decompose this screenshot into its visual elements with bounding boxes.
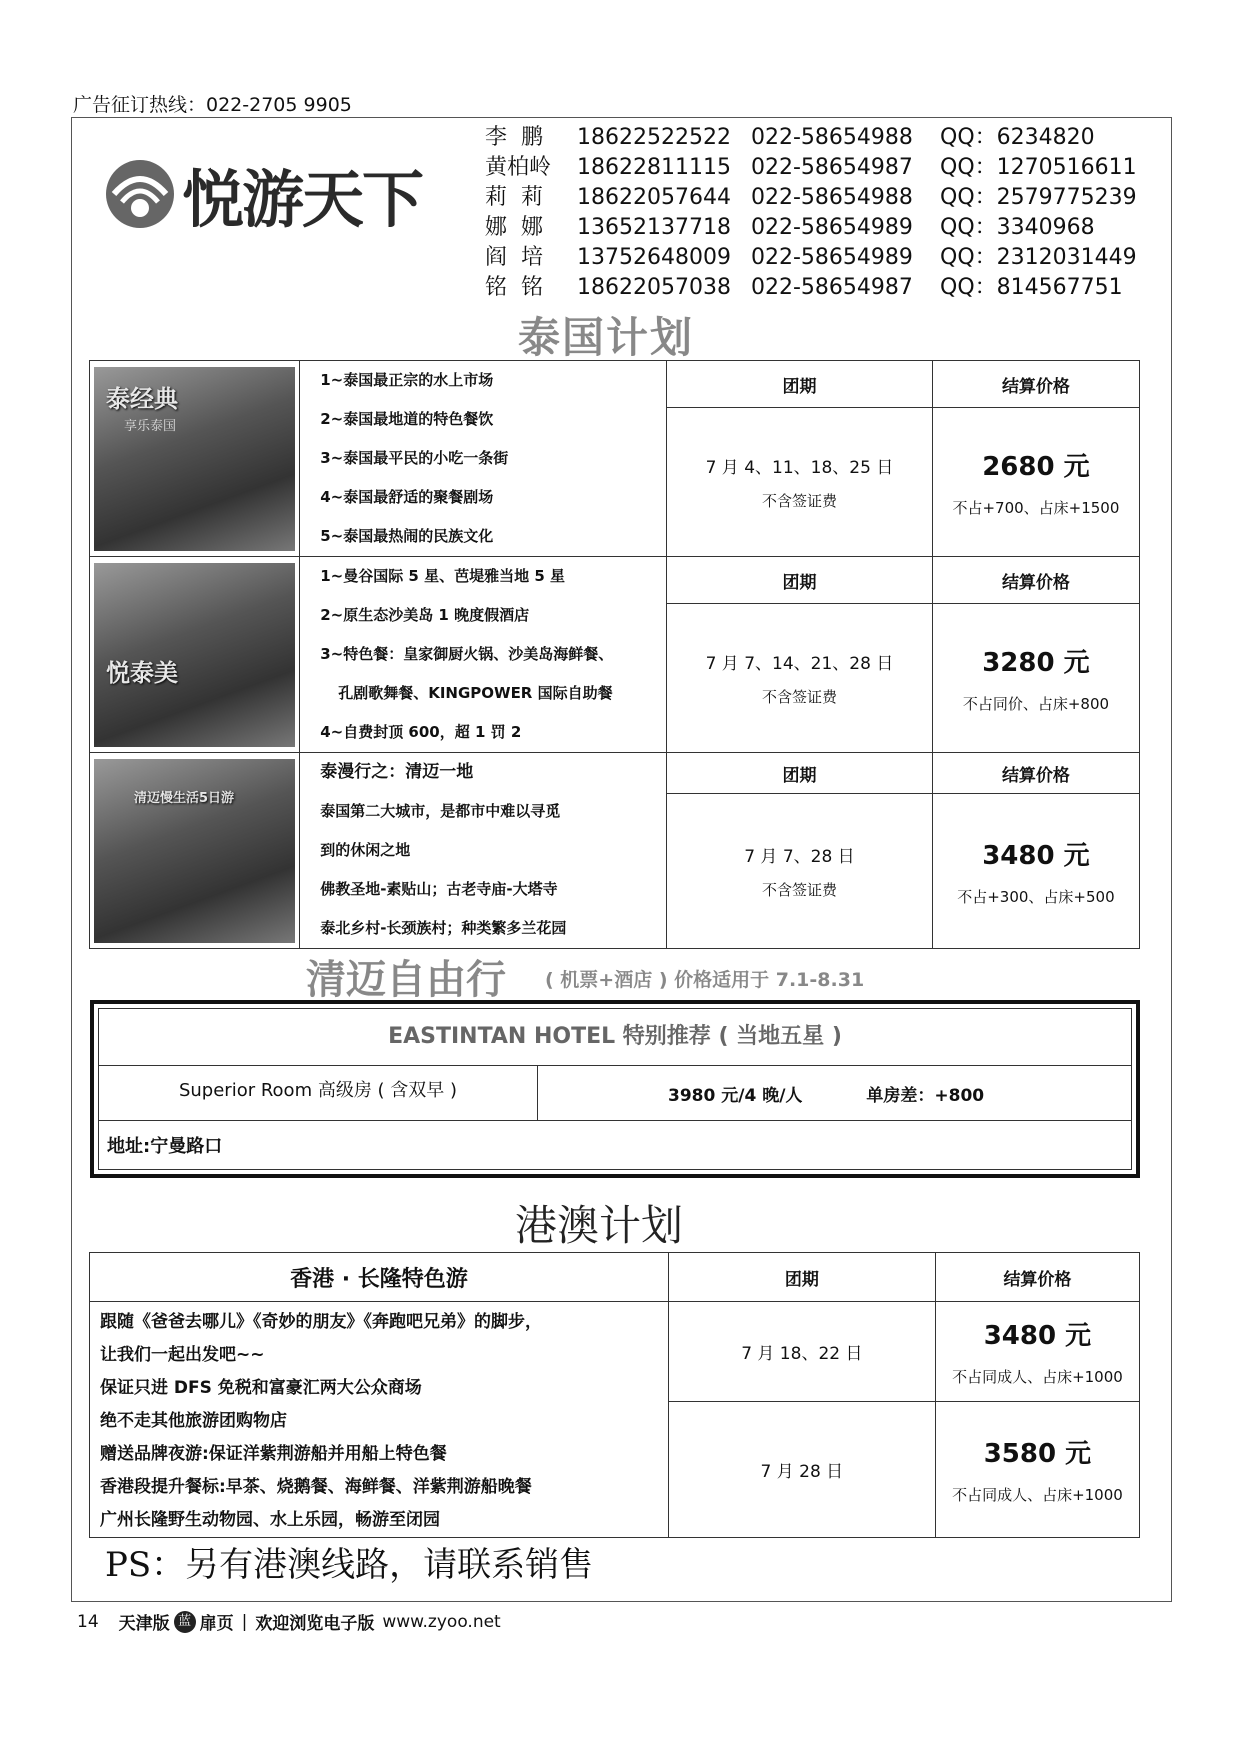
- contact-list: [485, 123, 1137, 303]
- welcome-text: 欢迎浏览电子版: [255, 1614, 375, 1634]
- col-header-price: 结算价格: [932, 557, 1139, 604]
- brand-logo: [100, 140, 460, 250]
- tour-photo: 清迈慢生活5日游: [90, 753, 300, 949]
- tour-price: 3580 元 不占同成人、占床+1000: [935, 1401, 1139, 1537]
- contact-row: 铭铭 18622057038 022-58654987 QQ：814567751: [485, 275, 1123, 300]
- col-header-date: 团期: [667, 753, 933, 794]
- ad-hotline: 广告征订热线：022-2705 9905: [73, 94, 352, 116]
- col-header-date: 团期: [667, 361, 933, 408]
- page-number: 14: [77, 1611, 99, 1632]
- contact-row: 黄柏岭 18622811115 022-58654987 QQ：1270516611: [485, 155, 1137, 180]
- contact-row: 李鹏 18622522522 022-58654988 QQ：6234820: [485, 125, 1095, 150]
- hotel-title: EASTINTAN HOTEL 特别推荐 ( 当地五星 ): [99, 1009, 1131, 1066]
- footer-separator: |: [241, 1611, 248, 1632]
- tour-price: 3280 元 不占同价、占床+800: [932, 604, 1139, 753]
- col-header-price: 结算价格: [932, 361, 1139, 408]
- col-header-date: 团期: [667, 557, 933, 604]
- ps-note: PS：另有港澳线路，请联系销售: [105, 1545, 594, 1585]
- tour-dates: 7 月 7、14、21、28 日 不含签证费: [667, 604, 933, 753]
- tour-features: 1~泰国最正宗的水上市场 2~泰国最地道的特色餐饮 3~泰国最平民的小吃一条街 4~泰国最舒适的聚餐剧场 5~泰国最热闹的民族文化: [300, 361, 667, 557]
- hotel-price: 3980 元/4 晚/人 单房差：+800: [538, 1066, 1131, 1121]
- site-url-link[interactable]: www.zyoo.net: [382, 1611, 501, 1632]
- tour-dates: 7 月 4、11、18、25 日 不含签证费: [667, 408, 933, 557]
- tour-price: 2680 元 不占+700、占床+1500: [932, 408, 1139, 557]
- logo-swirl-icon: [100, 154, 180, 234]
- thai-plan-table: [89, 360, 1140, 949]
- chiangmai-subtitle: ( 机票+酒店 ) 价格适用于 7.1-8.31: [545, 969, 865, 991]
- section-label: 扉页: [199, 1614, 234, 1634]
- room-type: Superior Room 高级房 ( 含双早 ): [99, 1066, 538, 1121]
- hk-tour-title: 香港 · 长隆特色游: [90, 1253, 669, 1302]
- hk-tour-features: 跟随《爸爸去哪儿》《奇妙的朋友》《奔跑吧兄弟》的脚步， 让我们一起出发吧~~ 保证只进 DFS 免税和富豪汇两大公众商场 绝不走其他旅游团购物店 赠送品牌夜游:保证洋紫荆游船并用船上特色餐 香港段提升餐标:早茶、烧鹅餐、海鲜餐、洋紫荆游船晚餐 广州长隆野生动物园、水上乐园，畅游至闭园: [90, 1302, 669, 1538]
- tour-dates: 7 月 7、28 日 不含签证费: [667, 794, 933, 949]
- gangao-section-title: 港澳计划: [515, 1201, 684, 1250]
- tour-dates: 7 月 28 日: [668, 1401, 935, 1537]
- tour-features: 1~曼谷国际 5 星、芭堤雅当地 5 星 2~原生态沙美岛 1 晚度假酒店 3~特色餐：皇家御厨火锅、沙美岛海鲜餐、 孔剧歌舞餐、KINGPOWER 国际自助餐 4~自费封顶 600，超 1 罚 2: [300, 557, 667, 753]
- hotel-box: [90, 1000, 1140, 1178]
- col-header-date: 团期: [668, 1253, 935, 1302]
- edition-badge-icon: 蓝: [174, 1611, 196, 1633]
- edition-label: 天津版: [118, 1614, 170, 1634]
- tour-price: 3480 元 不占同成人、占床+1000: [935, 1302, 1139, 1402]
- chiangmai-section-title: 清迈自由行: [306, 956, 506, 1003]
- col-header-price: 结算价格: [932, 753, 1139, 794]
- tour-dates: 7 月 18、22 日: [668, 1302, 935, 1402]
- thai-section-title: 泰国计划: [518, 313, 695, 362]
- contact-row: 莉莉 18622057644 022-58654988 QQ：2579775239: [485, 185, 1137, 210]
- tour-features: 泰漫行之：清迈一地 泰国第二大城市，是都市中难以寻觅 到的休闲之地 佛教圣地-素贴山；古老寺庙-大塔寺 泰北乡村-长颈族村；种类繁多兰花园: [300, 753, 667, 949]
- contact-row: 娜娜 13652137718 022-58654989 QQ：3340968: [485, 215, 1095, 240]
- tour-price: 3480 元 不占+300、占床+500: [932, 794, 1139, 949]
- page-footer: [77, 1609, 501, 1634]
- contact-row: 阎培 13752648009 022-58654989 QQ：2312031449: [485, 245, 1137, 270]
- logo-text: 悦游天下: [182, 163, 423, 236]
- hotel-address: 地址:宁曼路口: [107, 1136, 223, 1157]
- col-header-price: 结算价格: [935, 1253, 1139, 1302]
- tour-photo: 悦泰美: [90, 557, 300, 753]
- gangao-plan-table: [89, 1252, 1140, 1538]
- tour-photo: 泰经典 享乐泰国: [90, 361, 300, 557]
